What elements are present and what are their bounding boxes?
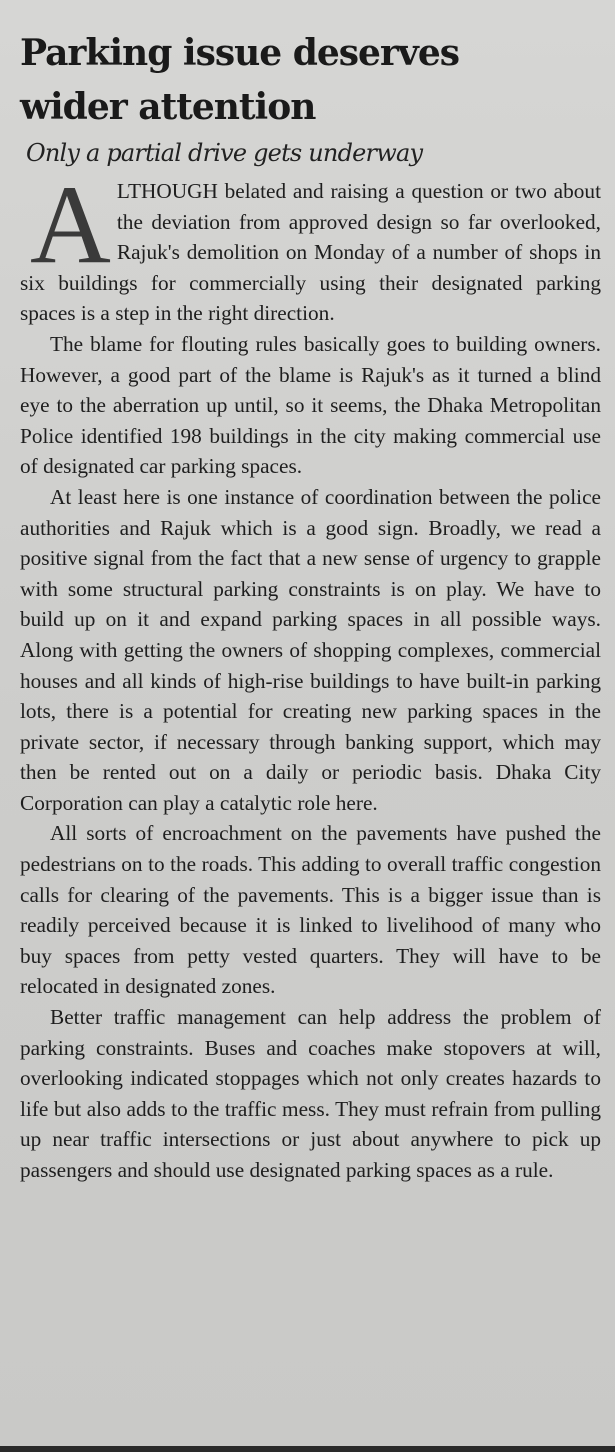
- paragraph-1-text: LTHOUGH belated and raising a question or two about the deviation from approved design so far overlooked, Rajuk's demolition on Monday of a number of shops in six buildings for commercially using their designated parking spaces is a step in the right direction.: [20, 179, 601, 326]
- article-body: [20, 163, 601, 1186]
- paragraph-2: The blame for flouting rules basically goes to building owners. However, a good part of the blame is Rajuk's as it turned a blind eye to the aberration up until, so it seems, the Dhaka Metropolitan Police identified 198 buildings in the city making commercial use of designated car parking spaces.: [20, 331, 601, 479]
- headline-line-2: wider attention: [20, 86, 316, 128]
- paragraph-1: [20, 163, 601, 329]
- bottom-rule: [0, 1446, 615, 1452]
- subheadline: Only a partial drive gets underway: [26, 139, 423, 167]
- headline-line-1: Parking issue deserves: [20, 32, 460, 74]
- paragraph-4: All sorts of encroachment on the pavements have pushed the pedestrians on to the roads. This adding to overall traffic congestion calls for clearing of the pavements. This is a bigger issue than is readily perceived because it is linked to livelihood of many who buy spaces from petty vested quarters. They will have to be relocated in designated zones.: [20, 821, 601, 999]
- headline: [20, 26, 601, 134]
- paragraph-5: Better traffic management can help address the problem of parking constraints. Buses and coaches make stopovers at will, overlooking indicated stoppages which not only creates hazards to life but also adds to the traffic mess. They must refrain from pulling up near traffic intersections or just about anywhere to pick up passengers and should use designated parking spaces as a rule.: [20, 1005, 601, 1182]
- paragraph-3: At least here is one instance of coordination between the police authorities and Rajuk which is a good sign. Broadly, we read a positive signal from the fact that a new sense of urgency to grapple with some structural parking constraints is on play. We have to build up on it and expand parking spaces in all possible ways. Along with getting the owners of shopping complexes, commercial houses and all kinds of high-rise buildings to have built-in parking lots, there is a potential for creating new parking spaces in the private sector, if necessary through banking support, which may then be rented out on a daily or periodic basis. Dhaka City Corporation can play a catalytic role here.: [20, 484, 601, 815]
- drop-cap: A: [30, 163, 111, 287]
